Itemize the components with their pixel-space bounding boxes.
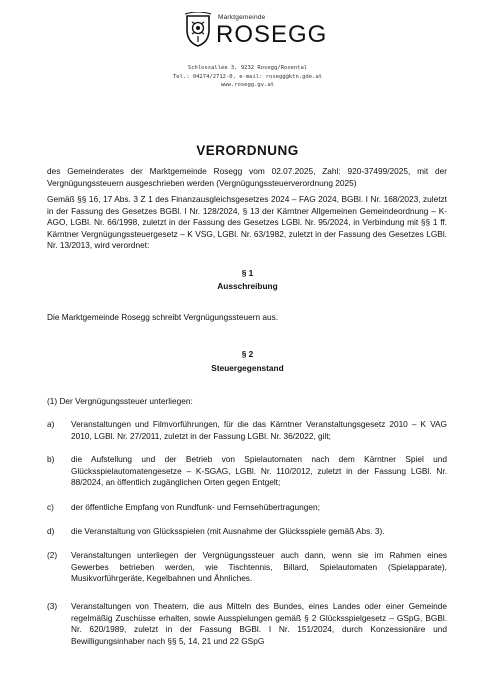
municipality-name: ROSEGG <box>216 21 328 48</box>
paragraph-text: Veranstaltungen unterliegen der Vergnügungssteuer auch dann, wenn sie im Rahmen eines Gewerbes betrieben werden, wie Tischtennis, Billard, Spielautomaten (Spielapparate), Musikvorführgeräte, Kegelbahnen und Ähnliches. <box>71 550 447 583</box>
list-item-text: die Aufstellung und der Betrieb von Spielautomaten nach dem Kärntner Spiel und Glücksspielautomatengesetze – K-SGAG, LGBl. Nr. 110/2012, zuletzt in der Fassung LGBl. Nr. 88/2024, an öffentlich zugänglichen Orten gegen Entgelt; <box>71 454 447 487</box>
list-item-text: die Veranstaltung von Glücksspielen (mit Ausnahme der Glücksspiele gemäß Abs. 3). <box>71 526 385 536</box>
list-item <box>47 454 447 490</box>
paragraph-label: (3) <box>47 601 58 611</box>
list-item-label: c) <box>47 502 54 512</box>
section-1-text: Die Marktgemeinde Rosegg schreibt Vergnügungssteuern aus. <box>47 312 279 322</box>
crest-icon <box>184 12 212 48</box>
paragraph-text: Veranstaltungen von Theatern, die aus Mitteln des Bundes, eines Landes oder einer Gemeinde regelmäßig Zuschüsse erhalten, sowie Ausspielungen gemäß § 2 Glücksspielgesetz – GSpG, BGBl. Nr. 620/1989, zuletzt in der Fassung BGBl. I Nr. 151/2024, durch Konzessionäre und Bewilligungsinhaber nach §§ 5, 14, 21 und 22 GSpG <box>71 601 447 646</box>
letterhead <box>0 8 495 108</box>
address-line: Schlossallee 3, 9232 Rosegg/Rosental <box>187 65 308 71</box>
list-item-label: d) <box>47 526 55 536</box>
list-item-text: der öffentliche Empfang von Rundfunk- und Fernsehübertragungen; <box>71 502 320 512</box>
intro-paragraph: des Gemeinderates der Marktgemeinde Rosegg vom 02.07.2025, Zahl: 920-37499/2025, mit der Vergnügungssteuern ausgeschrieben werden (Vergnügungssteuerverordnung 2025) <box>47 166 447 188</box>
section-1-heading: Ausschreibung <box>217 281 278 291</box>
paragraph-label: (2) <box>47 550 58 560</box>
section-2-number: § 2 <box>241 349 254 359</box>
list-item-text: Veranstaltungen und Filmvorführungen, für die das Kärntner Veranstaltungsgesetz 2010 – K VAG 2010, LGBl. Nr. 27/2011, zuletzt in der Fassung LGBl. Nr. 36/2022, gilt; <box>71 419 447 441</box>
legal-basis-paragraph: Gemäß §§ 16, 17 Abs. 3 Z 1 des Finanzausgleichsgesetzes 2024 – FAG 2024, BGBl. I Nr. 168/2023, zuletzt in der Fassung des Gesetzes BGBl. I Nr. 128/2024, § 13 der Kärntner Allgemeinen Gemeindeordnung – K-AGO, LGBl. Nr. 66/1998, zuletzt in der Fassung des Gesetzes LGBl. Nr. 95/2024, in Verbindung mit §§ 1 ff. Kärntner Vergnügungssteuergesetz – K VSG, LGBl. Nr. 63/1982, zuletzt in der Fassung des Gesetzes LGBl. Nr. 13/2013, wird verordnet: <box>47 194 447 250</box>
list-item-label: a) <box>47 419 55 429</box>
list-item <box>47 419 447 444</box>
municipality-logo <box>184 12 328 58</box>
list-item <box>47 526 447 540</box>
website-link[interactable]: www.rosegg.gv.at <box>221 82 274 88</box>
section-1-number: § 1 <box>241 268 254 278</box>
document-title: VERORDNUNG <box>196 143 299 158</box>
list-item <box>47 502 447 516</box>
contact-line: Tel.: 04274/2712-0, e-mail: rosegg@ktn.gde.at <box>172 73 322 80</box>
section-2-heading: Steuergegenstand <box>211 363 284 373</box>
municipality-type: Marktgemeinde <box>218 14 266 21</box>
paragraph-item <box>47 601 447 649</box>
list-item-label: b) <box>47 454 55 464</box>
paragraph-item <box>47 550 447 586</box>
section-2-intro: (1) Der Vergnügungssteuer unterliegen: <box>47 396 193 406</box>
